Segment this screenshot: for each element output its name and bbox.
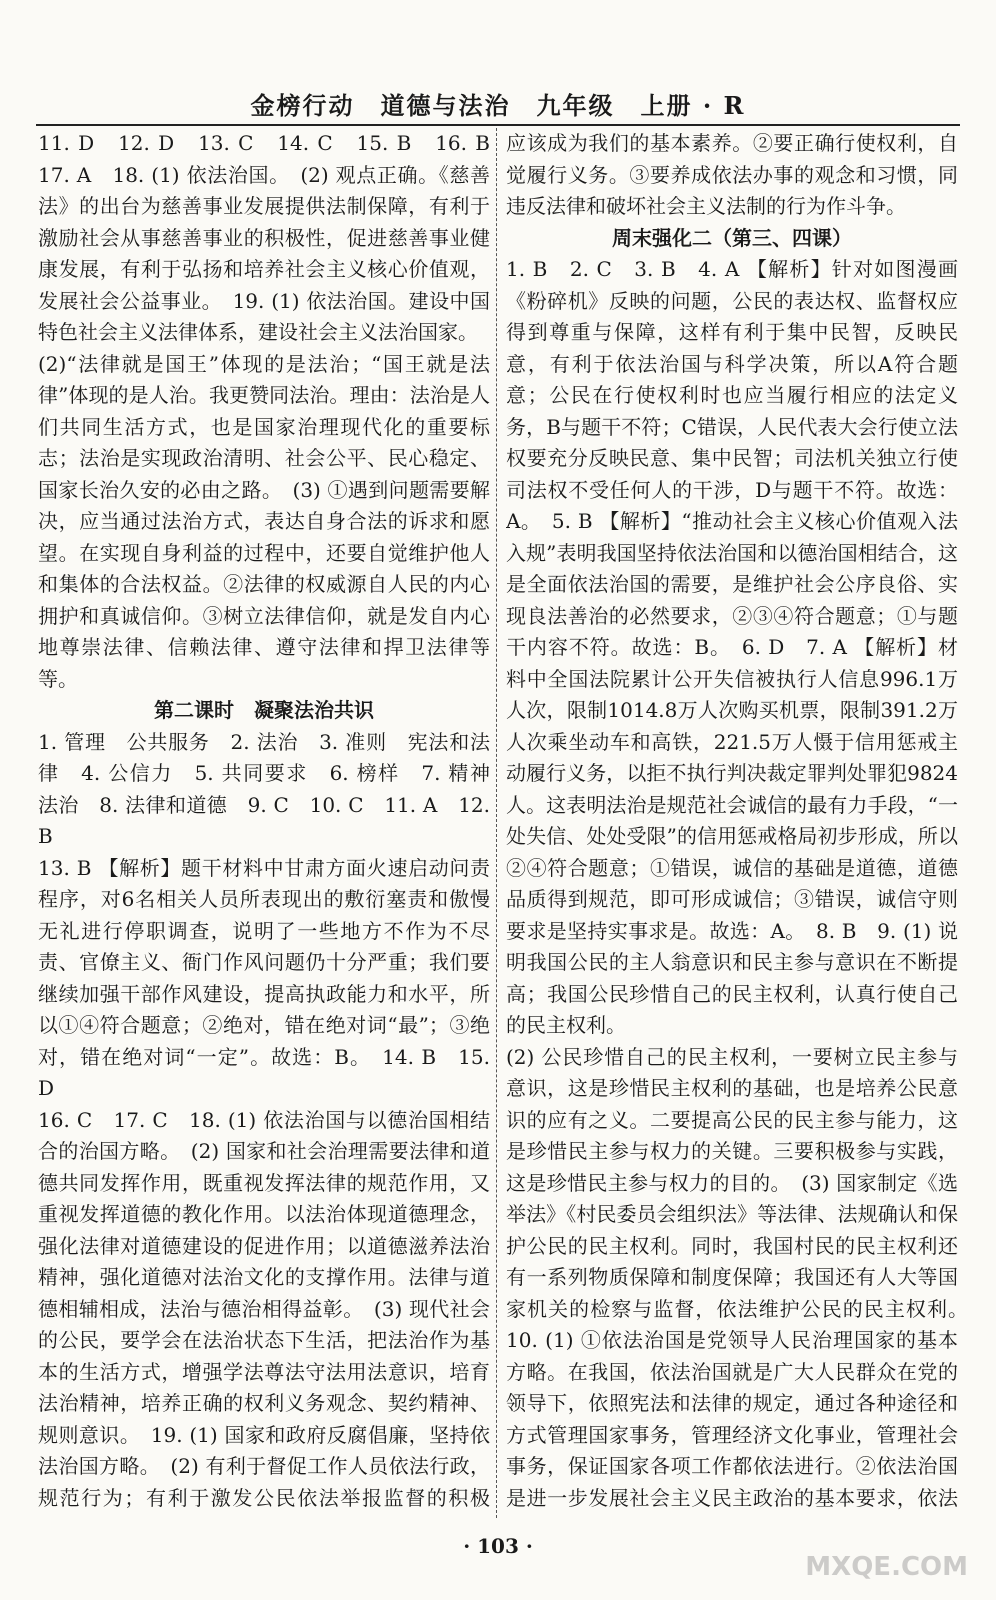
answer-paragraph: 16. C 17. C 18. (1) 依法治国与以德治国相结合的治国方略。 (2) 国家和社会治理需要法律和道德共同发挥作用，既重视发挥法律的规范作用，又重视发挥道德的教化作用。以法治体现道德理念，强化法律对道德建设的促进作用；以道德滋养法治精神，强化道德对法治文化的支撑作用。法律与道德相辅相成，法治与德治相得益彰。 (3) 现代社会的公民，要学会在法治状态下生活，把法治作为基本的生活方式，增强学法尊法守法用法意识，培育法治精神，培养正确的权利义务观念、契约精神、规则意识。 19. (1) 国家和政府反腐倡廉，坚持依法治国方略。 (2) 有利于督促工作人员依法行政，规范行为；有利于激发公民依法举报监督的积极: [38, 1107, 490, 1510]
right-column: [506, 128, 958, 1518]
answer-paragraph: 1. B 2. C 3. B 4. A 【解析】针对如图漫画《粉碎机》反映的问题，公民的表达权、监督权应得到尊重与保障，这样有利于集中民智，反映民意，有利于依法治国与科学决策，所以A符合题意；公民在行使权利时也应当履行相应的法定义务，B与题干不符；C错误，人民代表大会行使立法权要充分反映民意、集中民智；司法机关独立行使司法权不受任何人的干涉，D与题干不符。故选：A。 5. B 【解析】“推动社会主义核心价值观入法入规”表明我国坚持依法治国和以德治国相结合，这是全面依法治国的需要，是维护社会公序良俗、实现良法善治的必然要求，②③④符合题意；①与题干内容不符。故选：B。 6. D 7. A 【解析】材料中全国法院累计公开失信被执行人信息996.1万人次，限制1014.8万人次购买机票，限制391.2万人次乘坐动车和高铁，221.5万人慑于信用惩戒主动履行义务，以拒不执行判决裁定罪判处罪犯9824人。这表明法治是规范社会诚信的最有力手段，“一处失信、处处受限”的信用惩戒格局初步形成，所以②④符合题意；①错误，诚信的基础是道德，道德品质得到规范，即可形成诚信；③错误，诚信守则要求是坚持实事求是。故选：A。 8. B 9. (1) 说明我国公民的主人翁意识和民主参与意识在不断提高；我国公民珍惜自己的民主权利，认真行使自己的民主权利。: [506, 257, 958, 1037]
answer-paragraph: (2) 公民珍惜自己的民主权利，一要树立民主参与意识，这是珍惜民主权利的基础，也是培养公民意识的应有之义。二要提高公民的民主参与能力，这是珍惜民主参与权力的关键。三要积极参与实践，这是珍惜民主参与权力的目的。 (3) 国家制定《选举法》《村民委员会组织法》等法律、法规确认和保护公民的民主权利。同时，我国村民的民主权利还有一系列物质保障和制度保障；我国还有人大等国家机关的检察与监督，依法维护公民的民主权利。 10. (1) ①依法治国是党领导人民治理国家的基本方略。在我国，依法治国就是广大人民群众在党的领导下，依照宪法和法律的规定，通过各种途径和方式管理国家事务，管理经济文化事业，管理社会事务，保证国家各项工作都依法进行。②依法治国是进一步发展社会主义民主政治的基本要求，依法: [506, 1044, 958, 1510]
answer-paragraph: 1. 管理 公共服务 2. 法治 3. 准则 宪法和法律 4. 公信力 5. 共同要求 6. 榜样 7. 精神 法治 8. 法律和道德 9. C 10. C 11. A 12. B: [38, 729, 490, 848]
answer-paragraph: 13. B 【解析】题干材料中甘肃方面火速启动问责程序，对6名相关人员所表现出的敷衍塞责和傲慢无礼进行停职调查，说明了一些地方不作为不尽责、官僚主义、衙门作风问题仍十分严重；我们要继续加强干部作风建设，提高执政能力和水平，所以①④符合题意；②绝对，错在绝对词“最”；③绝对，错在绝对词“一定”。故选：B。 14. B 15. D: [38, 855, 490, 1100]
section-heading: 第二课时 凝聚法治共识: [154, 698, 374, 722]
column-divider: [496, 128, 497, 1518]
page-header: 金榜行动 道德与法治 九年级 上册 · R: [250, 91, 746, 120]
answer-paragraph: 应该成为我们的基本素养。②要正确行使权利，自觉履行义务。③要养成依法办事的观念和习惯，同违反法律和破坏社会主义法制的行为作斗争。: [506, 131, 958, 218]
section-heading: 周末强化二（第三、四课）: [612, 225, 852, 250]
watermark-logo: MXQE.COM: [805, 1552, 968, 1582]
header-rule: [36, 124, 960, 126]
left-column: [38, 128, 490, 1518]
answer-paragraph: 11. D 12. D 13. C 14. C 15. B 16. B 17. A 18. (1) 依法治国。 (2) 观点正确。《慈善法》的出台为慈善事业发展提供法制保障，有利于激励社会从事慈善事业的积极性，促进慈善事业健康发展，有利于弘扬和培养社会主义核心价值观，发展社会公益事业。 19. (1) 依法治国。建设中国特色社会主义法律体系，建设社会主义法治国家。: [38, 131, 490, 344]
page-number: · 103 ·: [463, 1534, 533, 1558]
answer-paragraph: (2)“法律就是国王”体现的是法治；“国王就是法律”体现的是人治。我更赞同法治。理由：法治是人们共同生活方式，也是国家治理现代化的重要标志；法治是实现政治清明、社会公平、民心稳定、国家长治久安的必由之路。 (3) ①遇到问题需要解决，应当通过法治方式，表达自身合法的诉求和愿望。在实现自身利益的过程中，还要自觉维护他人和集体的合法权益。②法律的权威源自人民的内心拥护和真诚信仰。③树立法律信仰，就是发自内心地尊崇法律、信赖法律、遵守法律和捍卫法律等等。: [38, 351, 490, 691]
